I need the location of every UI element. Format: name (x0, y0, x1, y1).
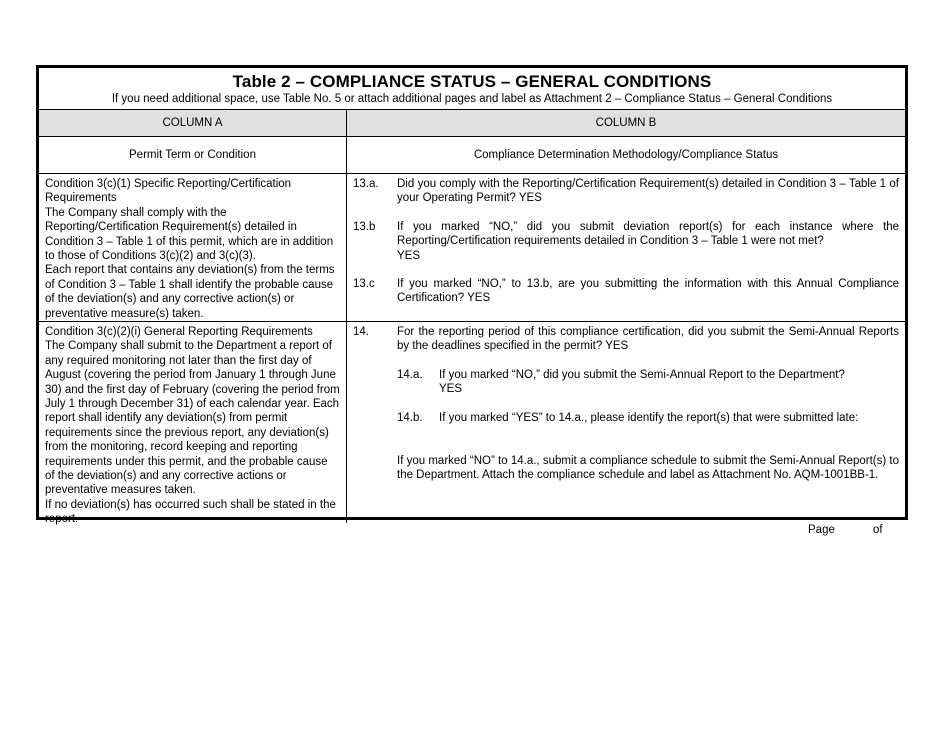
table-subtitle: If you need additional space, use Table No. 5 or attach additional pages and label as Attachment 2 – Compliance Status – General Conditions (111, 93, 833, 105)
question-13c (353, 277, 899, 306)
question-text: If you marked “NO,” to 13.b, are you submitting the information with this Annual Compliance Certification? YES (397, 278, 899, 305)
column-a-subheader: Permit Term or Condition (39, 137, 347, 173)
question-text: Did you comply with the Reporting/Certification Requirement(s) detailed in Condition 3 – Table 1 of your Operating Permit? YES (397, 178, 899, 205)
methodology-cell (347, 322, 905, 523)
compliance-table (36, 65, 908, 526)
table-title: Table 2 – COMPLIANCE STATUS – GENERAL CONDITIONS (232, 72, 712, 91)
question-14 (353, 325, 899, 354)
question-number: 13.c (353, 278, 375, 291)
question-text: If you marked “YES” to 14.a., please identify the report(s) that were submitted late: (439, 411, 859, 424)
question-number: 13.b (353, 220, 376, 233)
question-number: 14.b. (397, 411, 423, 424)
column-b-subheader: Compliance Determination Methodology/Compliance Status (473, 148, 779, 161)
question-text: For the reporting period of this compliance certification, did you submit the Semi-Annual Reports by the deadlines specified in the permit? YES (397, 326, 899, 353)
question-answer: YES (397, 249, 421, 262)
question-number: 14.a. (397, 368, 423, 381)
column-subheader-row (39, 137, 905, 174)
of-label: of (873, 524, 883, 536)
question-text: If you marked “NO,” did you submit deviation report(s) for each instance where the Reporting/Certification requirements detailed in Condition 3 – Table 1 were not met? (397, 220, 899, 248)
condition-heading: Condition 3(c)(1) Specific Reporting/Certification Requirements (45, 178, 292, 205)
condition-cell (39, 174, 347, 321)
condition-text: If no deviation(s) has occurred such shall be stated in the report. (45, 498, 336, 526)
instruction-text: If you marked “NO” to 14.a., submit a compliance schedule to submit the Semi-Annual Report(s) to the Department. Attach the compliance schedule and label as Attachment No. AQM-1001BB-1. (397, 455, 899, 482)
column-header-row (39, 110, 905, 137)
column-b-header: COLUMN B (595, 116, 657, 129)
question-14a (397, 368, 899, 397)
page-label: Page (808, 524, 835, 536)
methodology-cell (347, 174, 905, 321)
title-block (39, 68, 905, 110)
condition-heading: Condition 3(c)(2)(i) General Reporting Requirements (45, 326, 313, 338)
question-answer: YES (439, 383, 463, 396)
question-14b (397, 411, 899, 425)
condition-cell (39, 322, 347, 526)
condition-text: The Company shall submit to the Department a report of any required monitoring not later than the first day of August (covering the period from January 1 through June 30) and the first day of February (covering the period from July 1 through December 31) of each calendar year. Each report shall identify any deviation(s) from permit requirements since the previous report, any deviation(s) from the monitoring, record keeping and reporting requirements under this permit, and the probable cause of the deviation(s) and any corrective actions or preventative measures taken. (45, 340, 340, 497)
table-row (39, 322, 905, 526)
question-13b (353, 220, 899, 263)
table-row (39, 174, 905, 322)
condition-text: The Company shall comply with the Reporting/Certification Requirement(s) detailed in Condition 3 – Table 1 of this permit, which are in addition to those of Conditions 3(c)(2) and 3(c)(3). (45, 206, 334, 263)
column-a-header: COLUMN A (39, 110, 347, 136)
question-13a (353, 177, 899, 206)
question-text: If you marked “NO,” did you submit the Semi-Annual Report to the Department? (439, 368, 845, 381)
condition-text: Each report that contains any deviation(s) from the terms of Condition 3 – Table 1 shall identify the probable cause of the deviation(s) and any corrective action(s) or preventative measure(s) taken. (45, 264, 335, 320)
question-number: 13.a. (353, 178, 379, 190)
question-number: 14. (353, 326, 369, 338)
